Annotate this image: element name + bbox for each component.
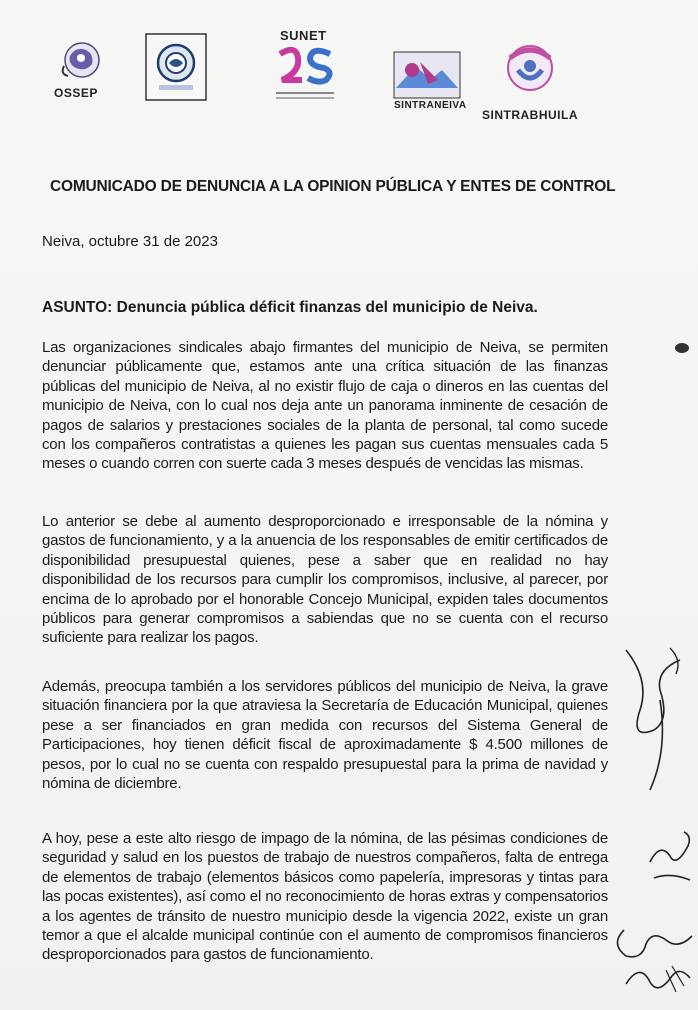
paragraph-2: Lo anterior se debe al aumento desproporcionado e irresponsable de la nómina y gastos de funcionamiento, y a la anuencia de los responsables de emitir certificados de disponibilidad presupuestal quienes, pese a saber que en realidad no hay disponibilidad de los recursos para cumplir los compromisos, inclusive, al parecer, por encima de lo aprobado por el honorable Concejo Municipal, expiden tales documentos públicos para generar compromisos a sabiendas que no se cuenta con el recurso suficiente para realizar los pagos. — [42, 513, 608, 647]
logo-row — [0, 28, 698, 138]
union-seal-logo — [145, 33, 207, 106]
signature-3 — [606, 900, 698, 1000]
paragraph-1: Las organizaciones sindicales abajo firmantes del municipio de Neiva, se permiten denunciar públicamente que, estamos ante una crítica situación de las finanzas públicas del municipio de Neiva, al no existir flujo de caja o dineros en las cuentas del municipio de Neiva, con lo cual nos deja ante un panorama inminente de cesación de pagos de salarios y prestaciones sociales de la planta de personal, tal como sucede con los compañeros contratistas a quienes les pagan sus cuentas mensuales cada 5 meses o cuando corren con suerte cada 3 meses después de vencidas las mismas. — [42, 339, 608, 473]
paragraph-4: A hoy, pese a este alto riesgo de impago de la nómina, de las pésimas condiciones de seguridad y salud en los puestos de trabajo de nuestros compañeros, falta de entrega de elementos de trabajo (elementos básicos como papelería, impresoras y tintas para las pocas existentes), así como el no reconocimiento de horas extras y compensatorios a los agentes de tránsito de nuestro municipio desde la vigencia 2022, existe un gran temor a que el alcalde municipal continúe con el aumento de compromisos financieros desproporcionados para gastos de funcionamiento. — [42, 830, 608, 964]
sunet-label: SUNET — [280, 28, 327, 43]
document-date: Neiva, octubre 31 de 2023 — [42, 233, 218, 250]
sintrabhuila-label: SINTRABHUILA — [482, 108, 578, 122]
paragraph-3: Además, preocupa también a los servidores públicos del municipio de Neiva, la grave situación financiera por la que atraviesa la Secretaría de Educación Municipal, quienes pese a ser financiados en gran medida con recursos del Sistema General de Participaciones, hoy tienen déficit fiscal de aproximadamente $ 4.500 millones de pesos, por lo cual no se cuenta con respaldo presupuestal para la prima de navidad y nómina de diciembre. — [42, 678, 608, 793]
sintrabhuila-logo — [482, 38, 578, 122]
ossep-logo — [52, 36, 112, 100]
document-title: COMUNICADO DE DENUNCIA A LA OPINION PÚBLICA Y ENTES DE CONTROL — [50, 178, 616, 195]
sintraneiva-logo — [392, 50, 467, 117]
signature-1 — [620, 640, 696, 800]
ink-mark — [672, 340, 692, 356]
document-subject: ASUNTO: Denuncia pública déficit finanzas del municipio de Neiva. — [42, 299, 538, 316]
signature-2 — [640, 822, 696, 892]
ossep-label: OSSEP — [54, 86, 98, 100]
sintraneiva-label: SINTRANEIVA — [394, 100, 467, 111]
